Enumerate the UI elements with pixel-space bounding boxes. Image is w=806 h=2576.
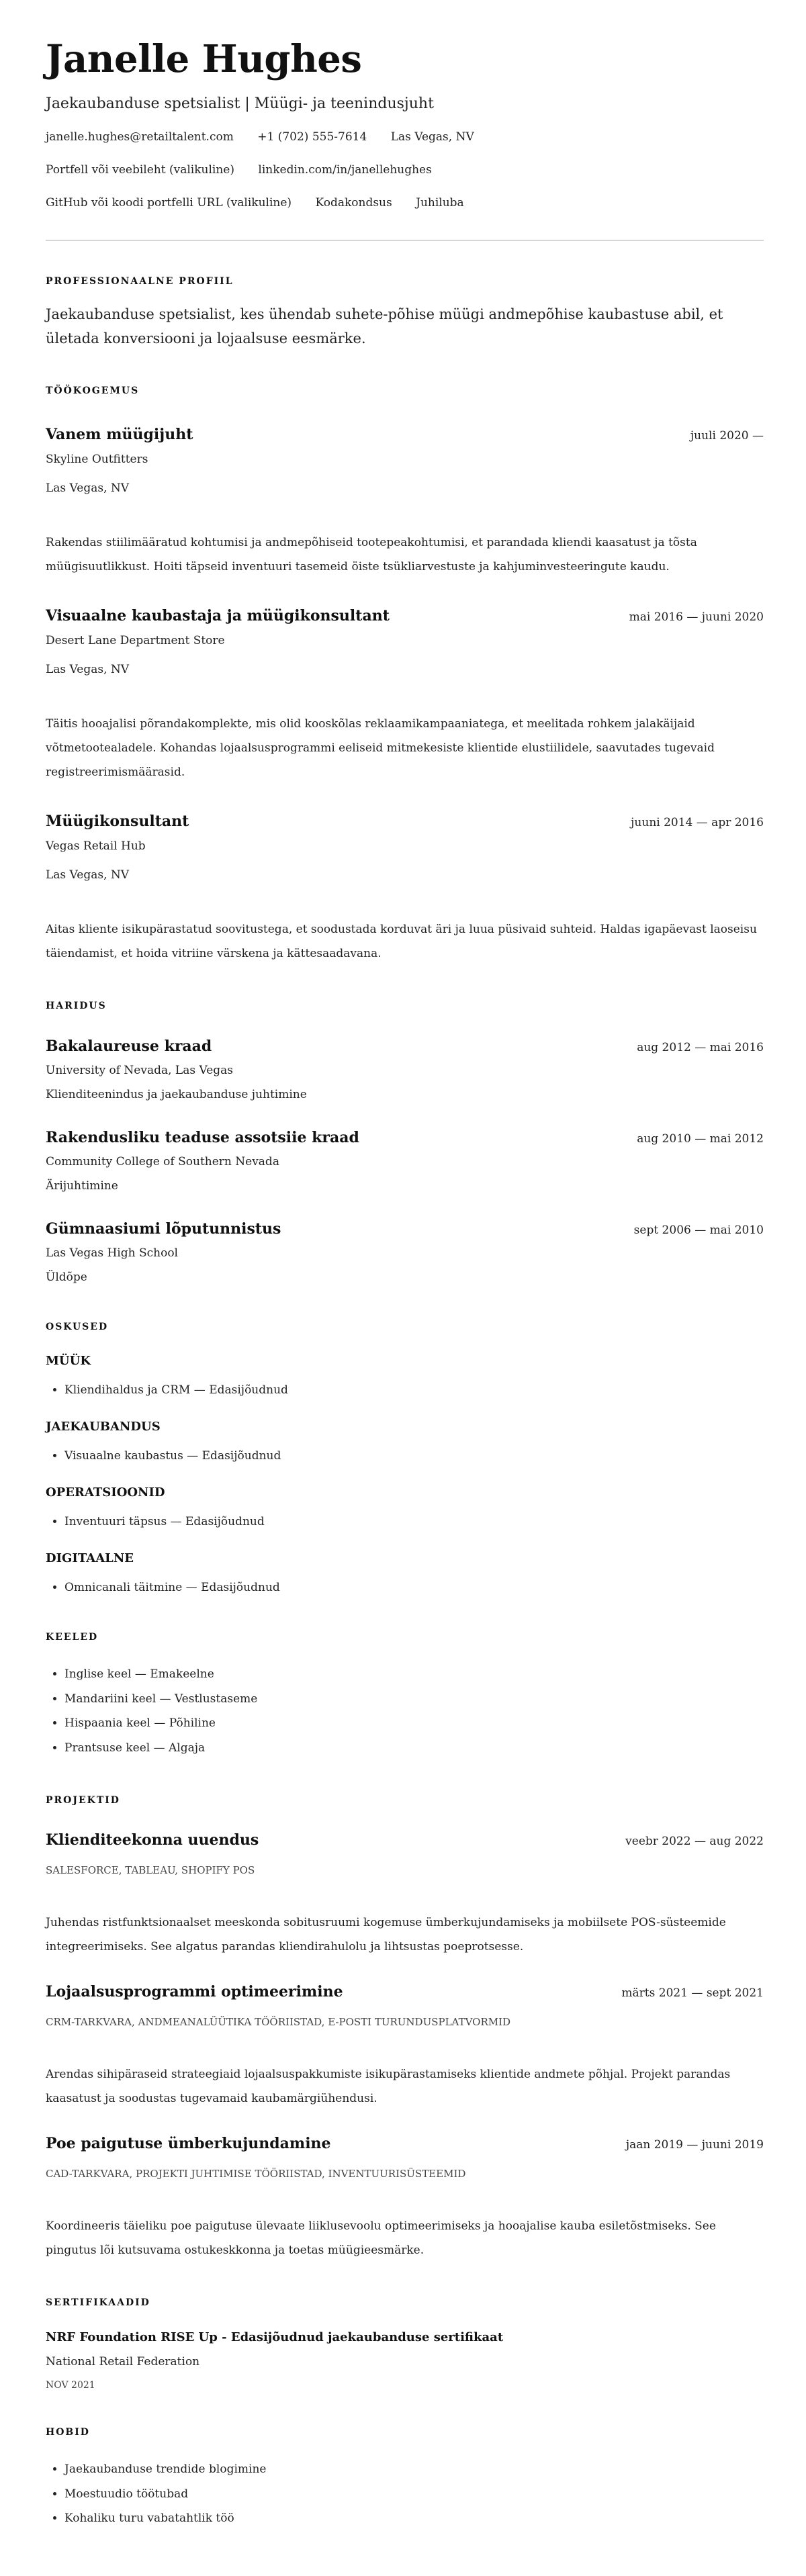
- project-description: Koordineeris täieliku poe paigutuse ülevaate liiklusevoolu optimeerimiseks ja hooajalise kauba esiletõstmiseks. See pingutus lõi kutsuvama ostukeskkonna ja toetas müügieesmärke.: [46, 2219, 716, 2257]
- project-header: [46, 1982, 764, 2003]
- contact-row: [46, 193, 764, 213]
- github-link[interactable]: GitHub või koodi portfelli URL (valikuline): [46, 196, 292, 210]
- job-title: Müügikonsultant: [46, 813, 189, 830]
- job-dates: mai 2016 — juuni 2020: [629, 610, 764, 624]
- hobbies-list: [46, 2457, 764, 2531]
- education-header: [46, 1128, 764, 1149]
- certification-title: NRF Foundation RISE Up - Edasijõudnud jaekaubanduse sertifikaat: [46, 2330, 504, 2344]
- certification-issuer: National Retail Federation: [46, 2355, 200, 2368]
- education-dates: sept 2006 — mai 2010: [633, 1224, 764, 1237]
- skill-item: • Omnicanali täitmine — Edasijõudnud: [64, 1578, 764, 1597]
- company-name: Skyline Outfitters: [46, 453, 148, 466]
- hobby-item: • Moestuudio töötubad: [64, 2482, 764, 2507]
- project-header: [46, 2133, 764, 2155]
- candidate-name: Janelle Hughes: [46, 37, 362, 81]
- field-of-study: Klienditeenindus ja jaekaubanduse juhtimine: [46, 1088, 307, 1101]
- project-entry: [46, 1830, 764, 1959]
- skill-category: DIGITAALNE: [46, 1551, 134, 1565]
- project-description: Juhendas ristfunktsionaalset meeskonda sobitusruumi kogemuse ümberkujundamiseks ja mobiilsete POS-süsteemide integreerimiseks. See algatus parandas kliendirahulolu ja lihtsustas poeprotsesse.: [46, 1916, 726, 1953]
- email-link[interactable]: janelle.hughes@retailtalent.com: [46, 130, 234, 144]
- skill-item: • Visuaalne kaubastus — Edasijõudnud: [64, 1446, 764, 1465]
- project-title: Lojaalsusprogrammi optimeerimine: [46, 1983, 343, 2000]
- job-entry: [46, 811, 764, 966]
- language-item: • Inglise keel — Emakeelne: [64, 1662, 764, 1687]
- skill-item: • Inventuuri täpsus — Edasijõudnud: [64, 1512, 764, 1531]
- job-description: Rakendas stiilimääratud kohtumisi ja andmepõhiseid tootepeakohtumisi, et parandada kliendi kaasatust ja tõsta müügisuutlikkust. Hoiti täpseid inventuuri tasemeid öiste tsükliarvestuste ja kahjuminvesteeringute kaudu.: [46, 536, 697, 573]
- education-entry: [46, 1128, 764, 1195]
- drivers-license: Juhiluba: [416, 196, 464, 210]
- skill-list: [46, 1578, 764, 1597]
- school-name: Las Vegas High School: [46, 1246, 178, 1260]
- project-entry: [46, 1982, 764, 2111]
- education-dates: aug 2010 — mai 2012: [637, 1132, 764, 1146]
- education-dates: aug 2012 — mai 2016: [637, 1041, 764, 1054]
- job-location: Las Vegas, NV: [46, 868, 130, 882]
- job-dates: juuni 2014 — apr 2016: [631, 816, 764, 829]
- job-location: Las Vegas, NV: [46, 481, 130, 495]
- linkedin-link[interactable]: linkedin.com/in/janellehughes: [258, 163, 432, 177]
- section-heading-certifications: SERTIFIKAADID: [46, 2297, 150, 2308]
- degree: Rakendusliku teaduse assotsiie kraad: [46, 1129, 359, 1146]
- job-title: Visuaalne kaubastaja ja müügikonsultant: [46, 607, 390, 625]
- degree: Bakalaureuse kraad: [46, 1038, 212, 1055]
- skill-list: [46, 1381, 764, 1399]
- section-heading-profile: PROFESSIONAALNE PROFIIL: [46, 276, 234, 287]
- company-name: Vegas Retail Hub: [46, 839, 146, 853]
- project-entry: [46, 2133, 764, 2262]
- project-title: Klienditeekonna uuendus: [46, 1831, 259, 1849]
- job-header: [46, 424, 764, 446]
- headline: Jaekaubanduse spetsialist | Müügi- ja teenindusjuht: [46, 95, 434, 112]
- project-title: Poe paigutuse ümberkujundamine: [46, 2135, 331, 2152]
- job-entry: [46, 606, 764, 784]
- phone: +1 (702) 555-7614: [257, 130, 367, 144]
- school-name: Community College of Southern Nevada: [46, 1155, 279, 1168]
- job-dates: juuli 2020 —: [690, 429, 764, 443]
- skill-category: JAEKAUBANDUS: [46, 1420, 161, 1434]
- language-item: • Prantsuse keel — Algaja: [64, 1736, 764, 1761]
- company-name: Desert Lane Department Store: [46, 634, 225, 647]
- citizenship: Kodakondsus: [315, 196, 392, 210]
- project-dates: märts 2021 — sept 2021: [621, 1986, 764, 2000]
- section-heading-hobbies: HOBID: [46, 2427, 90, 2438]
- job-title: Vanem müügijuht: [46, 426, 193, 443]
- job-header: [46, 811, 764, 833]
- skill-item: • Kliendihaldus ja CRM — Edasijõudnud: [64, 1381, 764, 1399]
- section-heading-education: HARIDUS: [46, 1001, 107, 1011]
- section-heading-projects: PROJEKTID: [46, 1795, 120, 1806]
- language-item: • Mandariini keel — Vestlustaseme: [64, 1687, 764, 1712]
- contact-row: [46, 160, 764, 180]
- field-of-study: Üldõpe: [46, 1271, 87, 1284]
- education-header: [46, 1036, 764, 1058]
- project-dates: veebr 2022 — aug 2022: [625, 1835, 764, 1848]
- project-tech-stack: CRM-TARKVARA, ANDMEANALÜÜTIKA TÖÖRIISTAD, E-POSTI TURUNDUSPLATVORMID: [46, 2016, 511, 2028]
- hobby-item: • Jaekaubanduse trendide blogimine: [64, 2457, 764, 2482]
- divider: [46, 240, 764, 241]
- degree: Gümnaasiumi lõputunnistus: [46, 1220, 281, 1238]
- education-entry: [46, 1219, 764, 1287]
- project-tech-stack: CAD-TARKVARA, PROJEKTI JUHTIMISE TÖÖRIISTAD, INVENTUURISÜSTEEMID: [46, 2168, 466, 2180]
- location: Las Vegas, NV: [390, 130, 474, 144]
- job-header: [46, 606, 764, 627]
- job-location: Las Vegas, NV: [46, 663, 130, 676]
- project-header: [46, 1830, 764, 1851]
- profile-text: Jaekaubanduse spetsialist, kes ühendab suhete-põhise müügi andmepõhise kaubastuse abil, et ületada konversiooni ja lojaalsuse eesmärke.: [46, 306, 723, 347]
- section-heading-skills: OSKUSED: [46, 1322, 109, 1332]
- certification-date: NOV 2021: [46, 2380, 95, 2391]
- job-description: Täitis hooajalisi põrandakomplekte, mis olid kooskõlas reklaamikampaaniatega, et meelitada rohkem jalakäijaid võtmetootealadele. Kohandas lojaalsusprogrammi eeliseid mitmekesiste klientide elustiilidele, saavutades tugevaid registreerimismäärasid.: [46, 717, 715, 779]
- skill-category: OPERATSIOONID: [46, 1485, 165, 1500]
- education-header: [46, 1219, 764, 1240]
- section-heading-languages: KEELED: [46, 1632, 99, 1643]
- contact-row: [46, 127, 764, 147]
- portfolio-link[interactable]: Portfell või veebileht (valikuline): [46, 163, 234, 177]
- job-description: Aitas kliente isikupärastatud soovitustega, et soodustada korduvat äri ja luua püsivaid suhteid. Haldas igapäevast laoseisu täiendamist, et hoida vitriine värskena ja kättesaadavana.: [46, 923, 757, 960]
- job-entry: [46, 424, 764, 579]
- project-dates: jaan 2019 — juuni 2019: [625, 2138, 764, 2152]
- skill-list: [46, 1446, 764, 1465]
- school-name: University of Nevada, Las Vegas: [46, 1064, 234, 1077]
- hobby-item: • Kohaliku turu vabatahtlik töö: [64, 2506, 764, 2531]
- language-item: • Hispaania keel — Põhiline: [64, 1711, 764, 1736]
- education-entry: [46, 1036, 764, 1104]
- languages-list: [46, 1662, 764, 1760]
- skill-list: [46, 1512, 764, 1531]
- field-of-study: Ärijuhtimine: [46, 1179, 118, 1193]
- skill-category: MÜÜK: [46, 1354, 91, 1368]
- project-description: Arendas sihipäraseid strateegiaid lojaalsuspakkumiste isikupärastamiseks klientide andmete põhjal. Projekt parandas kaasatust ja soodustas tugevamaid kaubamärgiühendusi.: [46, 2068, 731, 2105]
- section-heading-experience: TÖÖKOGEMUS: [46, 385, 140, 396]
- project-tech-stack: SALESFORCE, TABLEAU, SHOPIFY POS: [46, 1864, 255, 1876]
